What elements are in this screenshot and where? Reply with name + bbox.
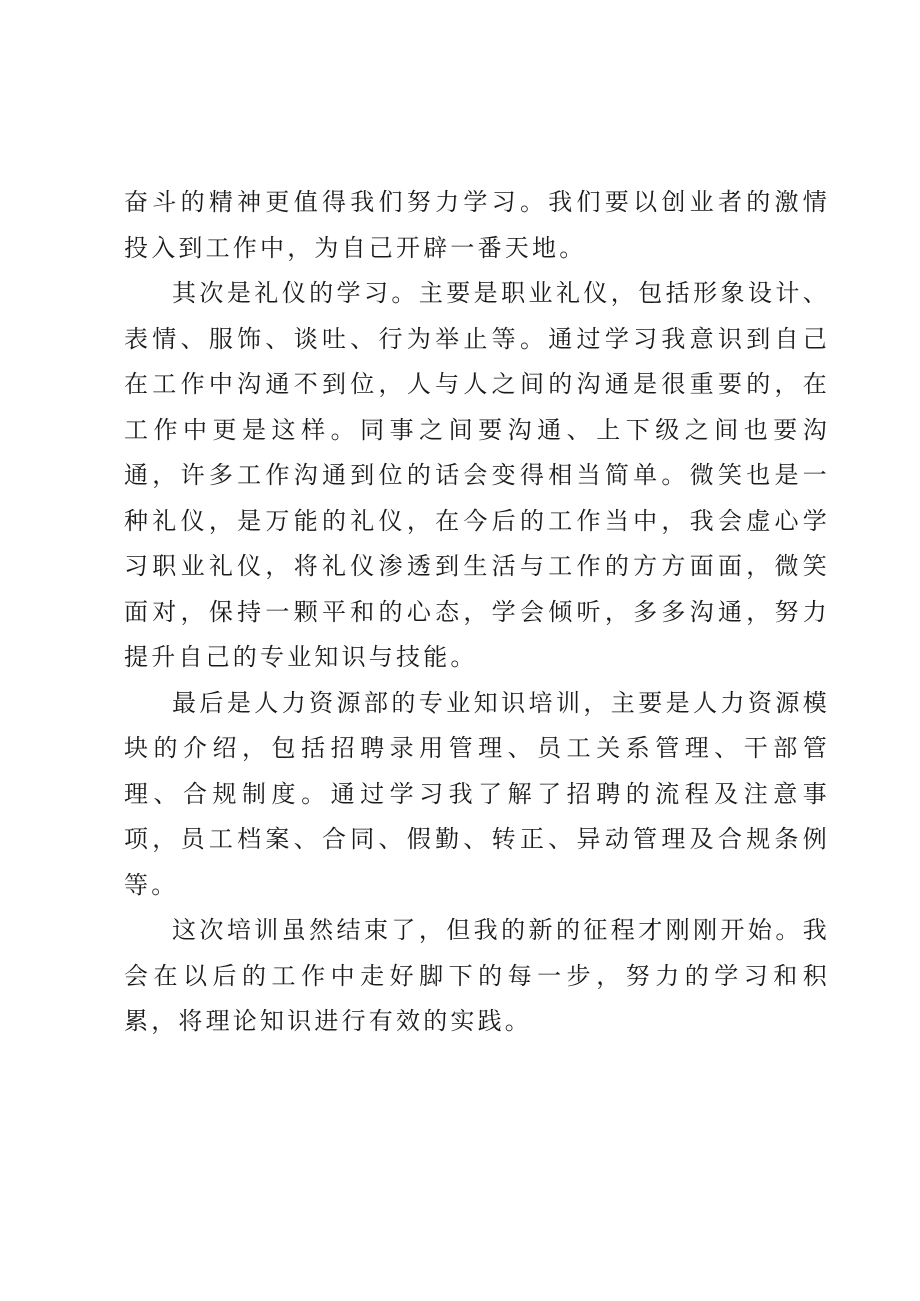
paragraph-etiquette: 其次是礼仪的学习。主要是职业礼仪，包括形象设计、表情、服饰、谈吐、行为举止等。通过学习我意识到自己在工作中沟通不到位，人与人之间的沟通是很重要的，在工作中更是这样。同事之间要沟通、上下级之间也要沟通，许多工作沟通到位的话会变得相当简单。微笑也是一种礼仪，是万能的礼仪，在今后的工作当中，我会虚心学习职业礼仪，将礼仪渗透到生活与工作的方方面面，微笑面对，保持一颗平和的心态，学会倾听，多多沟通，努力提升自己的专业知识与技能。	[124, 279, 830, 671]
paragraph-conclusion: 这次培训虽然结束了，但我的新的征程才刚刚开始。我会在以后的工作中走好脚下的每一步，努力的学习和积累，将理论知识进行有效的实践。	[124, 916, 830, 1035]
paragraph-hr-training: 最后是人力资源部的专业知识培训，主要是人力资源模块的介绍，包括招聘录用管理、员工关系管理、干部管理、合规制度。通过学习我了解了招聘的流程及注意事项，员工档案、合同、假勤、转正、异动管理及合规条例等。	[124, 688, 830, 899]
document-body	[124, 180, 830, 1045]
paragraph-continuation: 奋斗的精神更值得我们努力学习。我们要以创业者的激情投入到工作中，为自己开辟一番天地。	[124, 188, 830, 262]
